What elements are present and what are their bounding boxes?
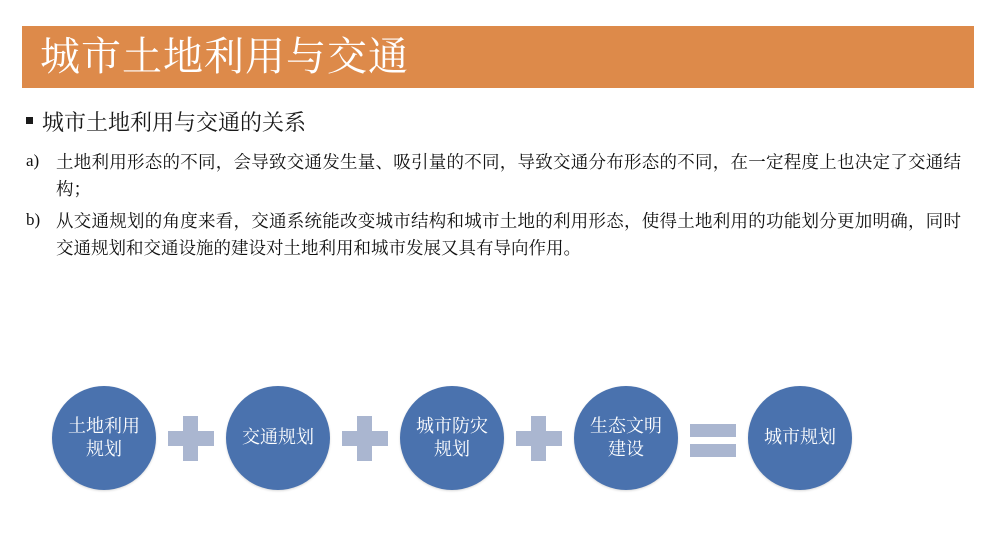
equals-icon-bottom-bar	[690, 444, 736, 457]
diagram-node-label: 城市规划	[764, 427, 836, 449]
diagram-node-label: 土地利用规划	[68, 415, 140, 460]
list-item-text: 从交通规划的角度来看，交通系统能改变城市结构和城市土地的利用形态，使得土地利用的功能划分更加明确，同时交通规划和交通设施的建设对土地利用和城市发展又具有导向作用。	[56, 212, 961, 259]
list-item-text: 土地利用形态的不同，会导致交通发生量、吸引量的不同，导致交通分布形态的不同，在一定程度上也决定了交通结构；	[56, 153, 961, 200]
diagram-node	[748, 386, 852, 490]
plus-icon-vertical-bar	[183, 416, 198, 461]
list-item	[26, 209, 961, 262]
plus-icon-vertical-bar	[531, 416, 546, 461]
lettered-list	[26, 150, 961, 268]
list-item-marker: b)	[26, 210, 41, 230]
concept-diagram	[52, 378, 952, 498]
diagram-node	[52, 386, 156, 490]
diagram-node	[400, 386, 504, 490]
plus-icon	[512, 411, 566, 465]
list-item	[26, 150, 961, 203]
equals-icon-top-bar	[690, 424, 736, 437]
diagram-node	[574, 386, 678, 490]
plus-icon-vertical-bar	[357, 416, 372, 461]
diagram-node	[226, 386, 330, 490]
bullet-square-icon	[26, 117, 33, 124]
equals-icon	[686, 411, 740, 465]
title-banner	[22, 26, 974, 88]
page-title: 城市土地利用与交通	[40, 34, 409, 80]
list-item-marker: a)	[26, 151, 40, 170]
section-heading-label: 城市土地利用与交通的关系	[42, 111, 307, 136]
diagram-node-label: 城市防灾规划	[416, 415, 488, 460]
diagram-node-label: 交通规划	[242, 427, 314, 449]
plus-icon	[338, 411, 392, 465]
diagram-node-label: 生态文明建设	[590, 415, 662, 460]
section-heading	[26, 106, 306, 137]
plus-icon	[164, 411, 218, 465]
